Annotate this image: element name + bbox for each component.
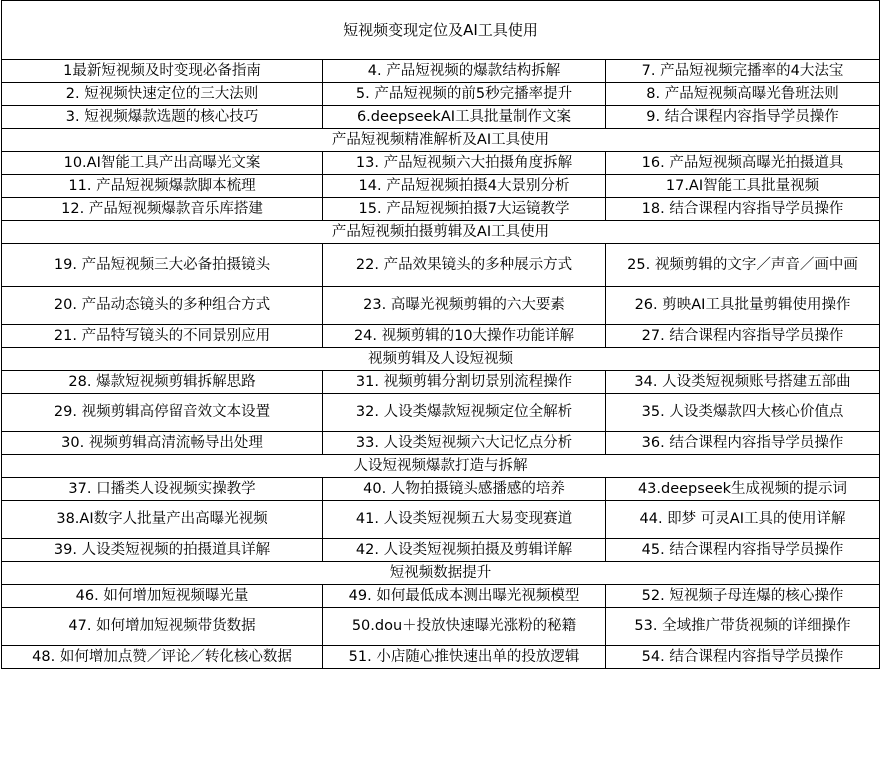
table-cell: 20. 产品动态镜头的多种组合方式 [2, 287, 323, 325]
table-cell: 21. 产品特写镜头的不同景别应用 [2, 325, 323, 348]
table-cell: 15. 产品短视频拍摄7大运镜教学 [323, 198, 606, 221]
table-cell: 47. 如何增加短视频带货数据 [2, 608, 323, 646]
table-cell: 16. 产品短视频高曝光拍摄道具 [606, 152, 880, 175]
table-row [2, 646, 880, 669]
table-cell: 9. 结合课程内容指导学员操作 [606, 106, 880, 129]
table-cell: 46. 如何增加短视频曝光量 [2, 585, 323, 608]
table-cell: 6.deepseekAI工具批量制作文案 [323, 106, 606, 129]
table-row [2, 152, 880, 175]
table-cell: 18. 结合课程内容指导学员操作 [606, 198, 880, 221]
table-cell: 7. 产品短视频完播率的4大法宝 [606, 60, 880, 83]
table-row [2, 478, 880, 501]
table-cell: 39. 人设类短视频的拍摄道具详解 [2, 539, 323, 562]
section-heading: 产品短视频精准解析及AI工具使用 [2, 129, 880, 152]
table-cell: 10.AI智能工具产出高曝光文案 [2, 152, 323, 175]
table-cell: 2. 短视频快速定位的三大法则 [2, 83, 323, 106]
table-cell: 53. 全域推广带货视频的详细操作 [606, 608, 880, 646]
table-cell: 34. 人设类短视频账号搭建五部曲 [606, 371, 880, 394]
section-heading: 产品短视频拍摄剪辑及AI工具使用 [2, 221, 880, 244]
table-cell: 54. 结合课程内容指导学员操作 [606, 646, 880, 669]
table-row [2, 325, 880, 348]
table-cell: 17.AI智能工具批量视频 [606, 175, 880, 198]
section-heading: 视频剪辑及人设短视频 [2, 348, 880, 371]
table-cell: 37. 口播类人设视频实操教学 [2, 478, 323, 501]
table-cell: 50.dou＋投放快速曝光涨粉的秘籍 [323, 608, 606, 646]
table-row [2, 60, 880, 83]
table-cell: 31. 视频剪辑分割切景别流程操作 [323, 371, 606, 394]
table-cell: 41. 人设类短视频五大易变现赛道 [323, 501, 606, 539]
table-cell: 3. 短视频爆款选题的核心技巧 [2, 106, 323, 129]
table-cell: 27. 结合课程内容指导学员操作 [606, 325, 880, 348]
table-cell: 44. 即梦 可灵AI工具的使用详解 [606, 501, 880, 539]
table-row [2, 371, 880, 394]
table-cell: 29. 视频剪辑高停留音效文本设置 [2, 394, 323, 432]
table-row [2, 539, 880, 562]
table-cell: 30. 视频剪辑高清流畅导出处理 [2, 432, 323, 455]
table-cell: 42. 人设类短视频拍摄及剪辑详解 [323, 539, 606, 562]
table-row [2, 106, 880, 129]
table-row [2, 244, 880, 287]
table-cell: 43.deepseek生成视频的提示词 [606, 478, 880, 501]
table-cell: 35. 人设类爆款四大核心价值点 [606, 394, 880, 432]
table-cell: 52. 短视频子母连爆的核心操作 [606, 585, 880, 608]
table-cell: 19. 产品短视频三大必备拍摄镜头 [2, 244, 323, 287]
table-cell: 28. 爆款短视频剪辑拆解思路 [2, 371, 323, 394]
table-row [2, 432, 880, 455]
table-row [2, 501, 880, 539]
table-cell: 14. 产品短视频拍摄4大景别分析 [323, 175, 606, 198]
table-cell: 38.AI数字人批量产出高曝光视频 [2, 501, 323, 539]
table-cell: 51. 小店随心推快速出单的投放逻辑 [323, 646, 606, 669]
table-row [2, 608, 880, 646]
section-heading: 短视频数据提升 [2, 562, 880, 585]
table-cell: 1最新短视频及时变现必备指南 [2, 60, 323, 83]
table-cell: 24. 视频剪辑的10大操作功能详解 [323, 325, 606, 348]
table-row [2, 287, 880, 325]
table-cell: 32. 人设类爆款短视频定位全解析 [323, 394, 606, 432]
table-cell: 12. 产品短视频爆款音乐库搭建 [2, 198, 323, 221]
table-cell: 26. 剪映AI工具批量剪辑使用操作 [606, 287, 880, 325]
table-cell: 8. 产品短视频高曝光鲁班法则 [606, 83, 880, 106]
table-row [2, 198, 880, 221]
table-cell: 22. 产品效果镜头的多种展示方式 [323, 244, 606, 287]
table-cell: 25. 视频剪辑的文字／声音／画中画 [606, 244, 880, 287]
table-cell: 33. 人设类短视频六大记忆点分析 [323, 432, 606, 455]
table-cell: 11. 产品短视频爆款脚本梳理 [2, 175, 323, 198]
table-row [2, 83, 880, 106]
course-outline-table [1, 0, 880, 669]
table-cell: 40. 人物拍摄镜头感播感的培养 [323, 478, 606, 501]
table-cell: 13. 产品短视频六大拍摄角度拆解 [323, 152, 606, 175]
table-cell: 23. 高曝光视频剪辑的六大要素 [323, 287, 606, 325]
table-cell: 5. 产品短视频的前5秒完播率提升 [323, 83, 606, 106]
table-row [2, 394, 880, 432]
table-row [2, 585, 880, 608]
table-row [2, 175, 880, 198]
table-cell: 48. 如何增加点赞／评论／转化核心数据 [2, 646, 323, 669]
table-cell: 4. 产品短视频的爆款结构拆解 [323, 60, 606, 83]
table-cell: 36. 结合课程内容指导学员操作 [606, 432, 880, 455]
section-heading: 人设短视频爆款打造与拆解 [2, 455, 880, 478]
table-cell: 49. 如何最低成本测出曝光视频模型 [323, 585, 606, 608]
table-title: 短视频变现定位及AI工具使用 [2, 1, 880, 60]
table-cell: 45. 结合课程内容指导学员操作 [606, 539, 880, 562]
